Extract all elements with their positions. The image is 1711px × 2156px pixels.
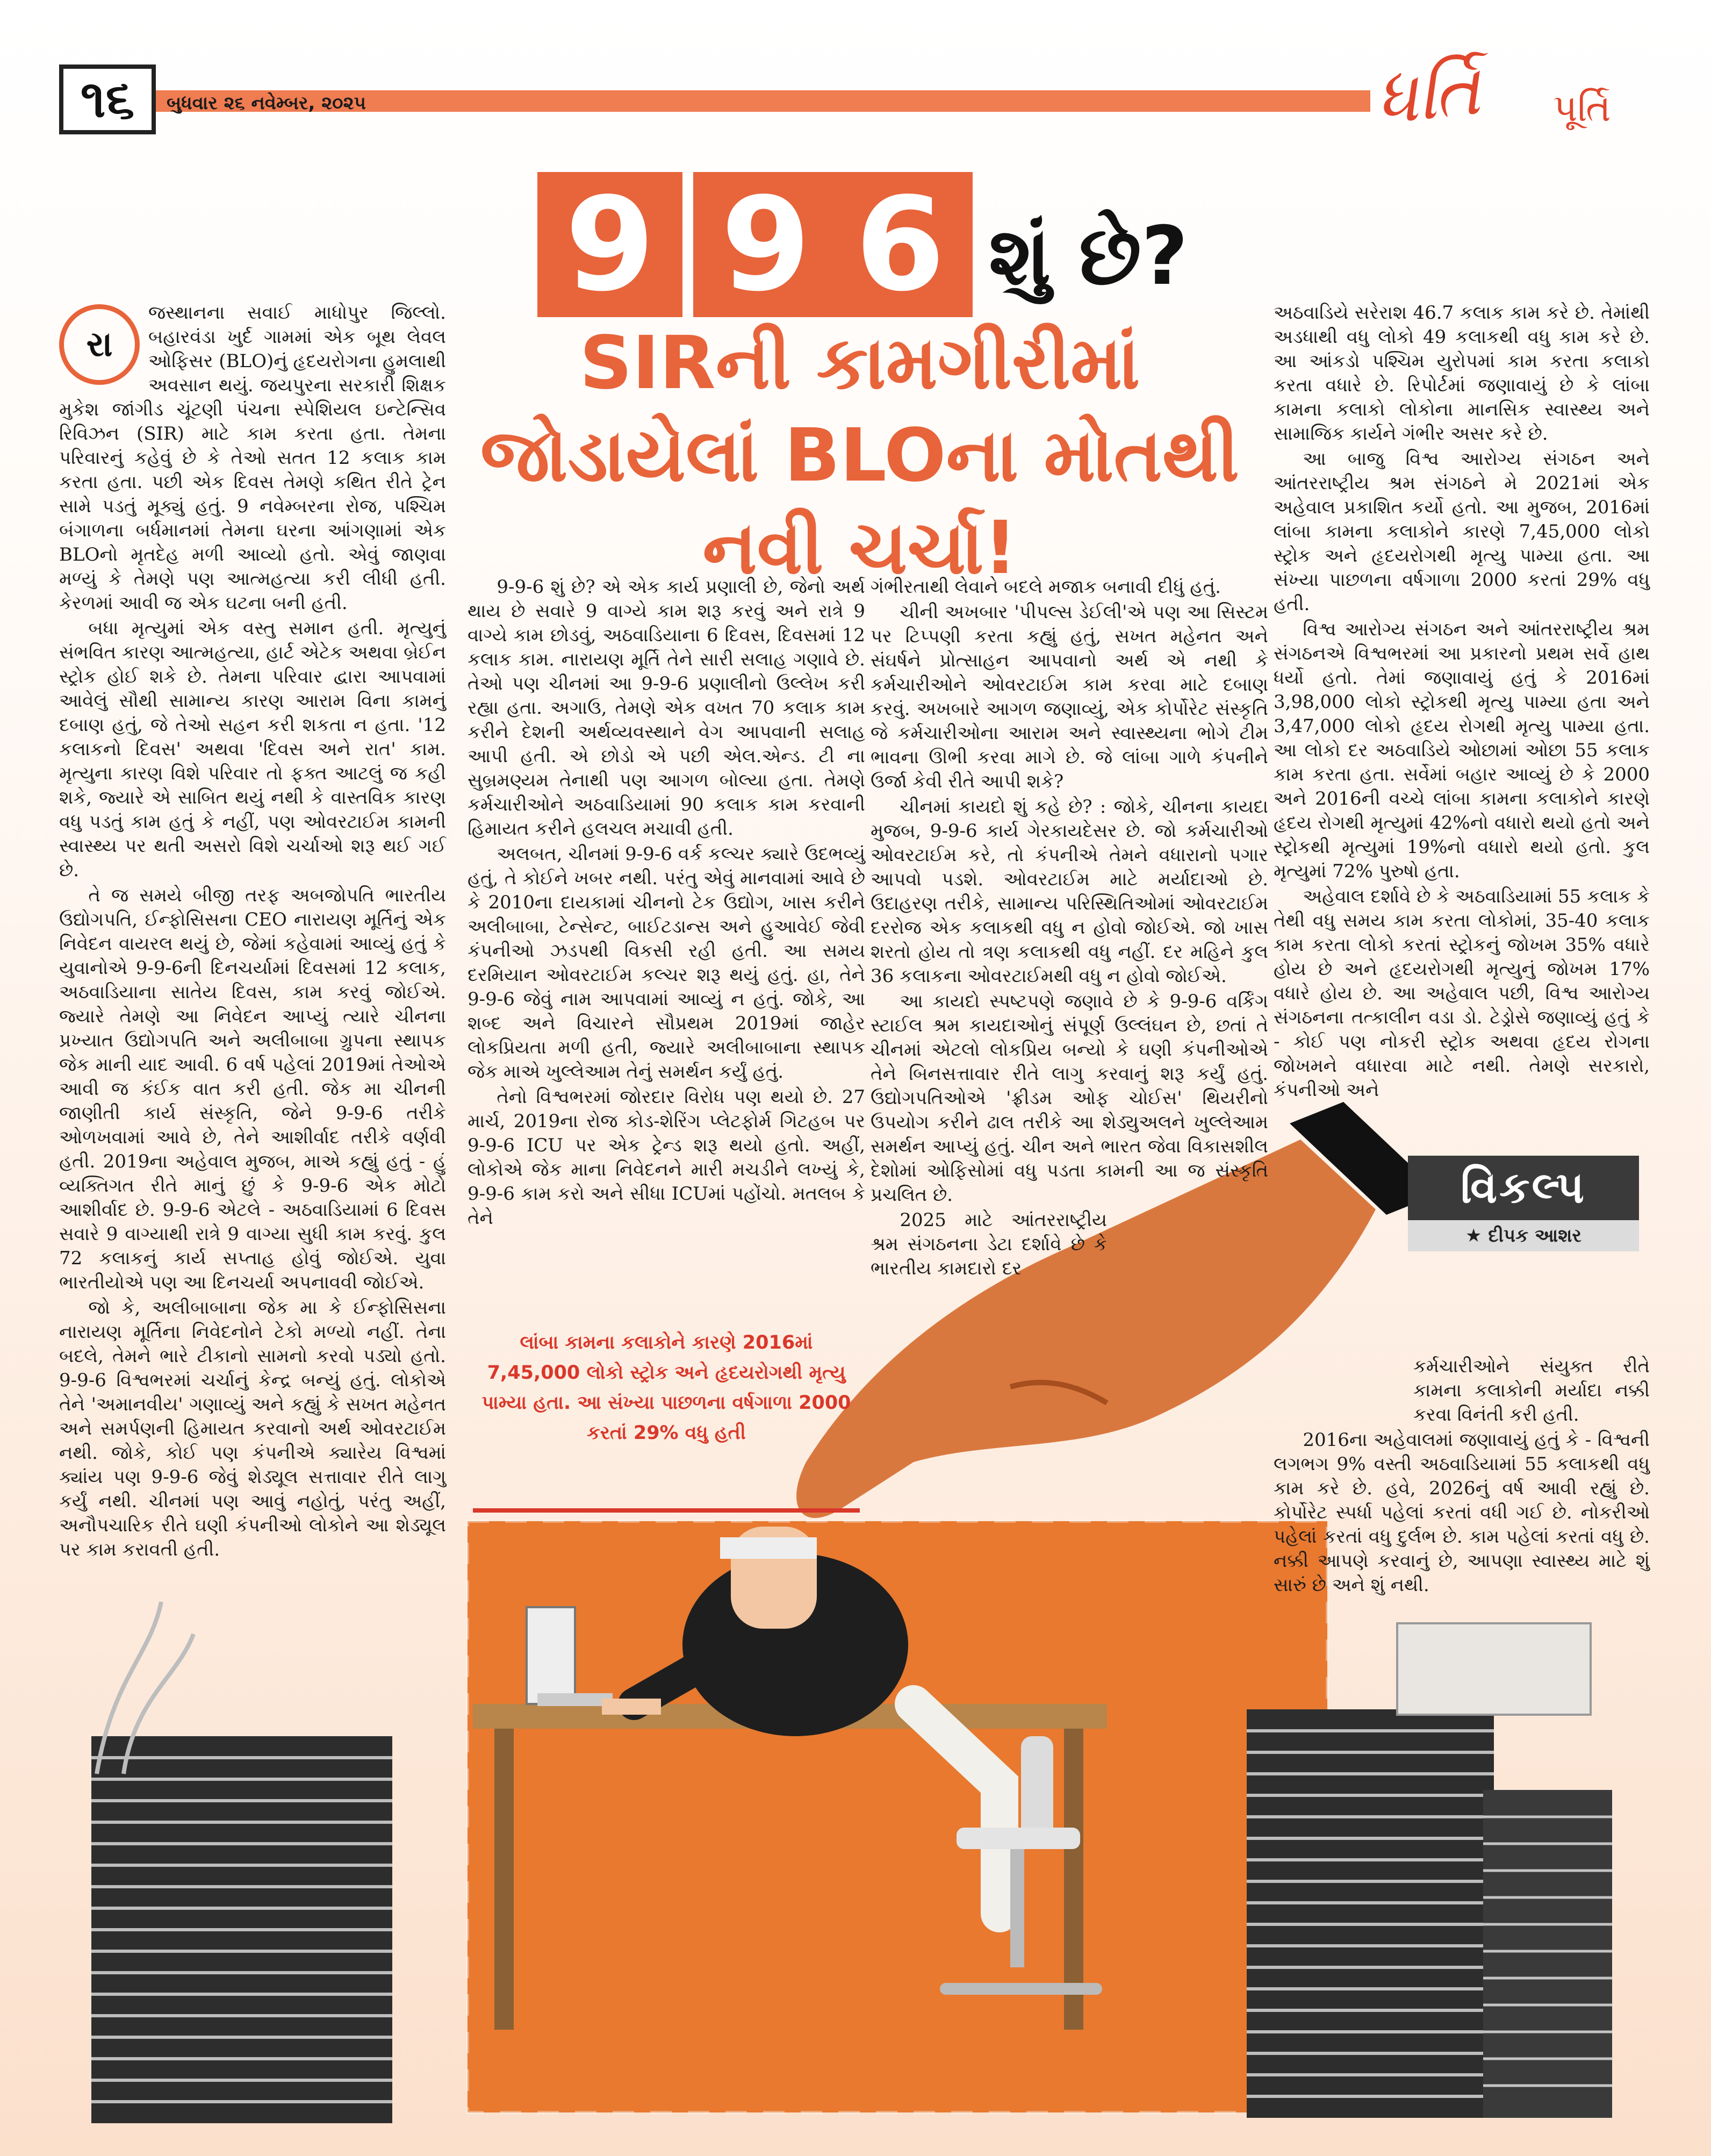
paragraph: આ બાજુ વિશ્વ આરોગ્ય સંગઠન અને આંતરરાષ્ટ્રીય શ્રમ સંગઠને મે 2021માં એક અહેવાલ પ્રકાશિત કર્યો હતો. આ મુજબ, 2016માં લાંબા કામના કલાકોને કારણે 7,45,000 લોકો સ્ટ્રોક અને હૃદયરોગથી મૃત્યુ પામ્યા હતા. આ સંખ્યા પાછળના વર્ષગાળા 2000 કરતાં 29% વધુ હતી. [1274, 448, 1650, 615]
page-number: ૧૬ [59, 65, 156, 134]
column-author: ★ દીપક આશર [1408, 1220, 1639, 1251]
paragraph: 2025 માટે આંતરરાષ્ટ્રીય શ્રમ સંગઠનના ડેટા દર્શાવે છે કે ભારતીય કામદારો દર [871, 1209, 1107, 1279]
article-column-2 [468, 575, 865, 1231]
subheadline: SIRની કામગીરીમાં જોડાયેલાં BLOના મોતથી નવી ચર્ચા! [480, 321, 1239, 591]
headline-digit: 6 [828, 172, 973, 317]
brand-word: પૂર્તિ [1553, 86, 1611, 130]
paragraph: અહેવાલ દર્શાવે છે કે અઠવાડિયામાં 55 કલાક કે તેથી વધુ સમય કામ કરતા લોકોમાં, 35-40 કલાક કામ કરતા લોકો કરતાં સ્ટ્રોકનું જોખમ 35% વધારે હોય છે અને હૃદયરોગથી મૃત્યુનું જોખમ 17% વધારે હોય છે. આ અહેવાલ પછી, વિશ્વ આરોગ્ય સંગઠનના તત્કાલીન વડા ડો. ટેડ્રોસે જણાવ્યું હતું કે - કોઈ પણ નોકરી સ્ટ્રોક અથવા હૃદય રોગના જોખમને વધારવા માટે નથી. તેમણે સરકારો, કંપનીઓ અને [1274, 886, 1650, 1101]
paragraph: બધા મૃત્યુમાં એક વસ્તુ સમાન હતી. મૃત્યુનું સંભવિત કારણ આત્મહત્યા, હાર્ટ એટેક અથવા બ્રેઈન સ્ટ્રોક હોઈ શકે છે. તેમના પરિવાર દ્વારા આપવામાં આવેલું સૌથી સામાન્ય કારણ આરામ વિના કામનું દબાણ હતું, જે તેઓ સહન કરી શકતા ન હતા. '12 કલાકનો દિવસ' અથવા 'દિવસ અને રાત' કામ. મૃત્યુના કારણ વિશે પરિવાર તો ફક્ત આટલું જ કહી શકે, જ્યારે એ સાબિત થયું નથી કે વાસ્તવિક કારણ વધુ પડતું કામ હતું કે નહીં, પણ ઓવરટાઈમ કામની સ્વાસ્થ્ય પર થતી અસરો વિશે ચર્ચાઓ શરૂ થઈ ગઈ છે. [59, 618, 446, 881]
article-column-4-continued [1274, 1355, 1650, 1599]
paragraph: અઠવાડિયે સરેરાશ 46.7 કલાક કામ કરે છે. તેમાંથી અડધાથી વધુ લોકો 49 કલાકથી વધુ કામ કરે છે. આ આંકડો પશ્ચિમ યુરોપમાં કામ કરતા કલાકો કરતા વધારે છે. રિપોર્ટમાં જણાવાયું છે કે લાંબા કામના કલાકો લોકોના માનસિક સ્વાસ્થ્ય અને સામાજિક કાર્યને ગંભીર અસર કરે છે. [1274, 302, 1650, 445]
paragraph: ગંભીરતાથી લેવાને બદલે મજાક બનાવી દીધું હતું. [871, 576, 1221, 598]
headline-digit: 9 [537, 172, 682, 317]
issue-date: બુધવાર ૨૬ નવેમ્બર, ૨૦૨૫ [167, 92, 366, 114]
paragraph: ચીની અખબાર 'પીપલ્સ ડેઈલી'એ પણ આ સિસ્ટમ પર ટિપ્પણી કરતા કહ્યું હતું, સખત મહેનત અને સંઘર્ષને પ્રોત્સાહન આપવાનો અર્થ એ નથી કે કર્મચારીઓને ઓવરટાઈમ કામ કરવા માટે દબાણ કરવું. અખબારે આગળ જણાવ્યું, એક કોર્પોરેટ સંસ્કૃતિ જે કર્મચારીઓના આરામ અને સ્વાસ્થ્યના ભોગે ટીમ ભાવના ઊભી કરવા માગે છે. જે લાંબા ગાળે કંપનીને ઉર્જા કેવી રીતે આપી શકે? [871, 601, 1268, 792]
paragraph: તે જ સમયે બીજી તરફ અબજોપતિ ભારતીય ઉદ્યોગપતિ, ઈન્ફોસિસના CEO નારાયણ મૂર્તિનું એક નિવેદન વાયરલ થયું છે, જેમાં કહેવામાં આવ્યું હતું કે યુવાનોએ 9-9-6ની દિનચર્યામાં દિવસમાં 12 કલાક, અઠવાડિયાના સાતેય દિવસ, કામ કરવું જોઈએ. જ્યારે તેમણે આ નિવેદન આપ્યું ત્યારે ચીનના પ્રખ્યાત ઉદ્યોગપતિ અને અલીબાબા ગ્રુપના સ્થાપક જેક માની યાદ આવી. 6 વર્ષ પહેલાં 2019માં તેઓએ આવી જ કંઈક વાત કરી હતી. જેક મા ચીનની જાણીતી કાર્ય સંસ્કૃતિ, જેને 9-9-6 તરીકે ઓળખવામાં આવે છે, તેને આશીર્વાદ તરીકે વર્ણવી હતી. 2019ના અહેવાલ મુજબ, માએ કહ્યું હતું - હું વ્યક્તિગત રીતે માનું છું કે 9-9-6 એક મોટો આશીર્વાદ છે. 9-9-6 એટલે - અઠવાડિયામાં 6 દિવસ સવારે 9 વાગ્યાથી રાત્રે 9 વાગ્યા સુધી કામ કરવું. કુલ 72 કલાકનું કાર્ય સપ્તાહ હોવું જોઈએ. યુવા ભારતીયોએ પણ આ દિનચર્યા અપનાવવી જોઈએ. [59, 885, 446, 1293]
paragraph: વિશ્વ આરોગ્ય સંગઠન અને આંતરરાષ્ટ્રીય શ્રમ સંગઠનએ વિશ્વભરમાં આ પ્રકારનો પ્રથમ સર્વે હાથ ધર્યો હતો. તેમાં જણાવાયું હતું કે 2016માં 3,98,000 લોકો સ્ટ્રોકથી મૃત્યુ પામ્યા હતા અને 3,47,000 લોકો હૃદય રોગથી મૃત્યુ પામ્યા હતા. આ લોકો દર અઠવાડિયે ઓછામાં ઓછા 55 કલાક કામ કરતા હતા. સર્વેમાં બહાર આવ્યું છે કે 2000 અને 2016ની વચ્ચે લાંબા કામના કલાકોને કારણે હૃદય રોગથી મૃત્યુમાં 42%નો વધારો થયો હતો અને સ્ટ્રોકથી મૃત્યુમાં 19%નો વધારો થયો હતો. કુલ મૃત્યુમાં 72% પુરુષો હતા. [1274, 619, 1650, 882]
pull-quote: લાંબા કામના કલાકોને કારણે 2016માં 7,45,000 લોકો સ્ટ્રોક અને હૃદયરોગથી મૃત્યુ પામ્યા હતા. આ સંખ્યા પાછળના વર્ષગાળા 2000 કરતાં 29% વધુ હતી [481, 1332, 851, 1444]
paragraph: આ કાયદો સ્પષ્ટપણે જણાવે છે કે 9-9-6 વર્કિંગ સ્ટાઈલ શ્રમ કાયદાઓનું સંપૂર્ણ ઉલ્લંઘન છે, છતાં તે ચીનમાં એટલો લોકપ્રિય બન્યો કે ઘણી કંપનીઓએ તેને બિનસત્તાવાર રીતે લાગુ કરવાનું શરૂ કર્યું હતું. ઉદ્યોગપતિઓએ 'ફ્રીડમ ઓફ ચોઈસ' થિયરીનો ઉપયોગ કરીને ઢાલ તરીકે આ શેડ્યુઅલને ખુલ્લેઆમ સમર્થન આપ્યું હતું. ચીન અને ભારત જેવા વિકાસશીલ દેશોમાં ઓફિસોમાં વધુ પડતા કામની આ જ સંસ્કૃતિ પ્રચલિત છે. [871, 991, 1268, 1206]
headline-digit: 9 [693, 172, 838, 317]
paper-stack-left [91, 1736, 392, 2123]
paragraph: કર્મચારીઓને સંયુક્ત રીતે કામના કલાકોની મર્યાદા નક્કી કરવા વિનંતી કરી હતી. [1413, 1356, 1650, 1426]
brand-script: ધર્તિ [1371, 48, 1484, 141]
article-column-4 [1274, 301, 1650, 1104]
headline-tail: શું છે? [989, 210, 1188, 303]
paragraph: 2016ના અહેવાલમાં જણાવાયું હતું કે - વિશ્વની લગભગ 9% વસ્તી અઠવાડિયામાં 55 કલાકથી વધુ કામ કરે છે. હવે, 2026નું વર્ષ આવી રહ્યું છે. કોર્પોરેટ સ્પર્ધા પહેલાં કરતાં વધી ગઈ છે. નોકરીઓ પહેલાં કરતાં વધુ દુર્લભ છે. કામ પહેલાં કરતાં વધુ છે. નક્કી આપણે કરવાનું છે, આપણા સ્વાસ્થ્ય માટે શું સારું છે અને શું નથી. [1274, 1429, 1650, 1596]
pull-quote-rule [473, 1508, 860, 1513]
drop-cap: રા [59, 304, 140, 385]
paragraph: જસ્થાનના સવાઈ માધોપુર જિલ્લો. બહારવંડા ખુર્દ ગામમાં એક બૂથ લેવલ ઓફિસર (BLO)નું હૃદયરોગના હુમલાથી અવસાન થયું. જયપુરના સરકારી શિક્ષક મુકેશ જાંગીડ ચૂંટણી પંચના સ્પેશિયલ ઇન્ટેન્સિવ રિવિઝન (SIR) માટે કામ કરતા હતા. તેમના પરિવારનું કહેવું છે કે તેઓ સતત 12 કલાક કામ કરતા હતા. પછી એક દિવસ તેમણે કથિત રીતે ટ્રેન સામે પડતું મૂક્યું હતું. 9 નવેમ્બરના રોજ, પશ્ચિમ બંગાળના બર્ધમાનમાં તેમના ઘરના આંગણામાં એક BLOનો મૃતદેહ મળી આવ્યો હતો. એવું જાણવા મળ્યું કે તેમણે પણ આત્મહત્યા કરી લીધી હતી. કેરળમાં આવી જ એક ઘટના બની હતી. [59, 302, 446, 614]
paragraph: અલબત, ચીનમાં 9-9-6 વર્ક કલ્ચર ક્યારે ઉદભવ્યું હતું, તે કોઈને ખબર નથી. પરંતુ એવું માનવામાં આવે છે કે 2010ના દાયકામાં ચીનનો ટેક ઉદ્યોગ, ખાસ કરીને અલીબાબા, ટેન્સેન્ટ, બાઈટડાન્સ અને હુઆવેઈ જેવી કંપનીઓ ઝડપથી વિકસી રહી હતી. આ સમય દરમિયાન ઓવરટાઈમ કલ્ચર શરૂ થયું હતું. હા, તેને 9-9-6 જેવું નામ આપવામાં આવ્યું ન હતું. જોકે, આ શબ્દ અને વિચારને સૌપ્રથમ 2019માં જાહેર લોકપ્રિયતા મળી હતી, જ્યારે અલીબાબાના સ્થાપક જેક માએ ખુલ્લેઆમ તેનું સમર્થન કર્યું હતું. [468, 843, 865, 1083]
paragraph: ચીનમાં કાયદો શું કહે છે? : જોકે, ચીનના કાયદા મુજબ, 9-9-6 કાર્ય ગેરકાયદેસર છે. જો કર્મચારીઓ ઓવરટાઈમ કરે, તો કંપનીએ તેમને વધારાનો પગાર આપવો પડશે. ઓવરટાઈમ માટે મર્યાદાઓ છે. ઉદાહરણ તરીકે, સામાન્ય પરિસ્થિતિઓમાં ઓવરટાઈમ દરરોજ એક કલાકથી વધુ ન હોવો જોઈએ. જો ખાસ શરતો હોય તો ત્રણ કલાકથી વધુ નહીં. દર મહિને કુલ 36 કલાકના ઓવરટાઈમથી વધુ ન હોવો જોઈએ. [871, 796, 1268, 987]
article-column-1 [59, 301, 446, 1563]
brand-logo [1371, 48, 1677, 156]
paragraph: 9-9-6 શું છે? એ એક કાર્ય પ્રણાલી છે, જેનો અર્થ થાય છે સવારે 9 વાગ્યે કામ શરૂ કરવું અને રાત્રે 9 વાગ્યે કામ છોડવું, અઠવાડિયાના 6 દિવસ, દિવસમાં 12 કલાક કામ. નારાયણ મૂર્તિ તેને સારી સલાહ ગણાવે છે. તેઓ પણ ચીનમાં આ 9-9-6 પ્રણાલીનો ઉલ્લેખ કરી રહ્યા હતા. અગાઉ, તેમણે એક વખત 70 કલાક કામ કરીને દેશની અર્થવ્યવસ્થાને વેગ આપવાની સલાહ આપી હતી. એ છોડો એ પછી એલ.એન્ડ. ટી ના સુબ્રમણ્યમ તેનાથી પણ આગળ બોલ્યા હતા. તેમણે કર્મચારીઓને અઠવાડિયામાં 90 કલાક કામ કરવાની હિમાયત કરીને હલચલ મચાવી હતી. [468, 576, 865, 840]
article-column-3 [871, 575, 1268, 1282]
paragraph: જો કે, અલીબાબાના જેક મા કે ઈન્ફોસિસના નારાયણ મૂર્તિના નિવેદનોને ટેકો મળ્યો નહીં. તેના બદલે, તેમને ભારે ટીકાનો સામનો કરવો પડ્યો હતો. 9-9-6 વિશ્વભરમાં ચર્ચાનું કેન્દ્ર બન્યું હતું. લોકોએ તેને 'અમાનવીય' ગણાવ્યું અને કહ્યું કે સખત મહેનત અને સમર્પણની હિમાયત કરવાનો અર્થ ઓવરટાઈમ નથી. જોકે, કોઈ પણ કંપનીએ ક્યારેય વિશ્વમાં ક્યાંય પણ 9-9-6 જેવું શેડ્યૂલ સત્તાવાર રીતે લાગુ કર્યું નથી. ચીનમાં પણ આવું નહોતું, પરંતુ અહીં, અનૌપચારિક રીતે ઘણી કંપનીઓ લોકોને આ શેડ્યૂલ પર કામ કરાવતી હતી. [59, 1297, 446, 1560]
column-name-box: વિકલ્પ [1408, 1156, 1639, 1220]
paragraph: તેનો વિશ્વભરમાં જોરદાર વિરોધ પણ થયો છે. 27 માર્ચ, 2019ના રોજ કોડ-શેરિંગ પ્લેટફોર્મ ગિટહબ પર 9-9-6 ICU પર એક ટ્રેન્ડ શરૂ થયો હતો. અહીં, લોકોએ જેક માના નિવેદનને મારી મચડીને લખ્યું કે, 9-9-6 કામ કરો અને સીધા ICUમાં પહોંચો. મતલબ કે તેને [468, 1086, 865, 1229]
